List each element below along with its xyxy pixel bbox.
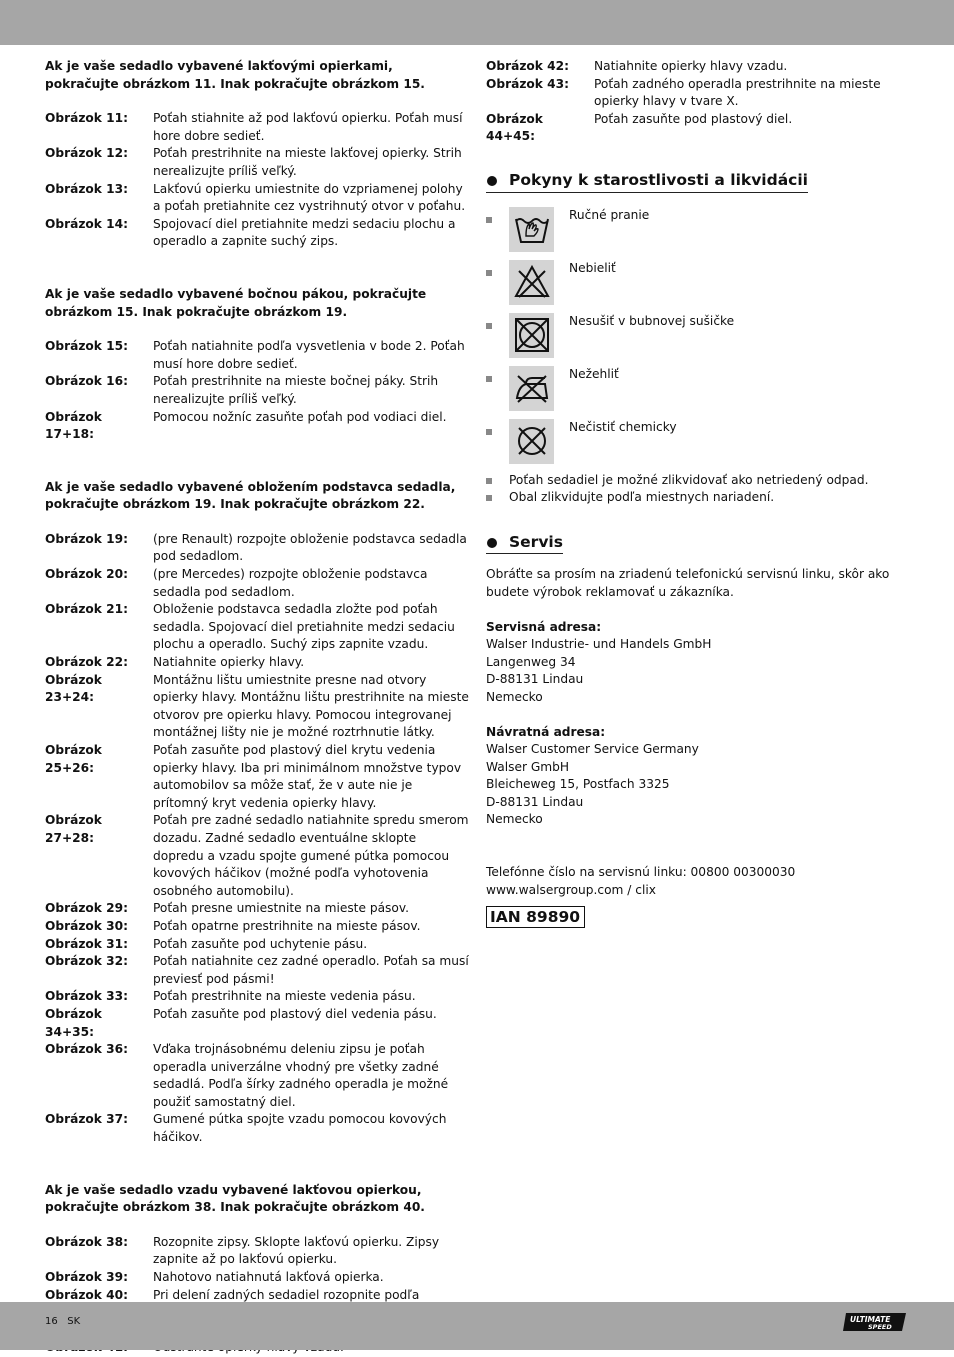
- svg-text:SPEED: SPEED: [868, 1323, 892, 1331]
- address-line: Walser Industrie- und Handels GmbH: [486, 637, 712, 652]
- figure-text: Poťah prestrihnite na mieste vedenia pásu.: [153, 989, 416, 1004]
- figure-label: Obrázok 25+26:: [45, 743, 102, 775]
- figure-step: [45, 672, 470, 742]
- figure-text: Poťah pre zadné sedadlo natiahnite spredu smerom dozadu. Zadné sedadlo eventuálne sklopte dopredu a vzadu spojte gumené pútka pomocou kovových háčikov (možné podľa vyhotovenia osobného automobilu).: [153, 813, 469, 898]
- care-item: [486, 419, 906, 472]
- figure-text: (pre Mercedes) rozpojte obloženie podstavca sedadla pod sedadlom.: [153, 567, 428, 599]
- figure-step: [45, 918, 470, 936]
- service-intro: Obráťte sa prosím na zriadenú telefonickú servisnú linku, skôr ako budete výrobok reklamovať u zákazníka.: [486, 567, 890, 599]
- figure-label: Obrázok 19:: [45, 531, 128, 546]
- figure-text: Poťah zasuňte pod plastový diel krytu vedenia opierky hlavy. Iba pri minimálnom množstve typov automobilov sa môže stať, že v aute nie je prítomný kryt vedenia opierky hlavy.: [153, 743, 462, 810]
- figure-label: Obrázok 40:: [45, 1287, 128, 1302]
- figure-label: Obrázok 13:: [45, 181, 128, 196]
- service-phone: Telefónne číslo na servisnú linku: 00800 00300030: [486, 865, 796, 880]
- disposal-list: [486, 472, 906, 507]
- figure-label: Obrázok 32:: [45, 954, 128, 969]
- figure-step: [45, 1006, 470, 1041]
- square-bullet-icon: [486, 495, 492, 501]
- bottom-bar: [0, 1302, 954, 1350]
- care-heading: [486, 172, 808, 193]
- figure-text: Spojovací diel pretiahnite medzi sedaciu plochu a operadlo a zapnite suchý zips.: [153, 216, 456, 249]
- figure-label: Obrázok 33:: [45, 989, 128, 1004]
- no-bleach-icon: [509, 260, 554, 305]
- figure-label: Obrázok 38:: [45, 1234, 128, 1249]
- service-heading-text: Servis: [509, 532, 563, 551]
- figure-text: Poťah natiahnite podľa vysvetlenia v bode 2. Poťah musí hore dobre sedieť.: [153, 339, 465, 371]
- address-line: Nemecko: [486, 812, 543, 827]
- care-item: [486, 260, 906, 313]
- left-column: [45, 58, 470, 1357]
- address-line: Bleicheweg 15, Postfach 3325: [486, 777, 670, 792]
- figure-text: Montážnu lištu umiestnite presne nad otvory opierky hlavy. Montážnu lištu prestrihnite na mieste otvorov pre opierku hlavy. Pomocou integrovanej montážnej lišty nie je možné roztrhnutie látky.: [153, 672, 469, 740]
- figure-text: Poťah zasuňte pod plastový diel.: [594, 111, 793, 126]
- return-address-label: Návratná adresa:: [486, 724, 606, 739]
- figure-label: Obrázok 20:: [45, 567, 128, 582]
- figure-step: [45, 531, 470, 566]
- section-intro: Ak je vaše sedadlo vybavené lakťovými opierkami, pokračujte obrázkom 11. Inak pokračujte obrázkom 15.: [45, 59, 425, 91]
- figure-text: Poťah zasuňte pod plastový diel vedenia pásu.: [153, 1006, 437, 1021]
- disposal-text: Obal zlikvidujte podľa miestnych nariadení.: [509, 490, 775, 505]
- svg-text:ULTIMATE: ULTIMATE: [850, 1315, 891, 1324]
- top-bar: [0, 0, 954, 45]
- figure-step: [45, 110, 470, 145]
- figure-text: Natiahnite opierky hlavy.: [153, 655, 305, 670]
- address-line: Nemecko: [486, 689, 543, 704]
- figure-label: Obrázok 11:: [45, 111, 128, 126]
- care-item: [486, 313, 906, 366]
- figure-label: Obrázok 34+35:: [45, 1006, 102, 1039]
- figure-text: Rozopnite zipsy. Sklopte lakťovú opierku. Zipsy zapnite až po lakťovú opierku.: [153, 1234, 440, 1267]
- figure-step: [45, 601, 470, 654]
- care-label: Nežehliť: [569, 366, 619, 381]
- figure-text: Poťah natiahnite cez zadné operadlo. Poťah sa musí previesť pod pásmi!: [153, 954, 469, 986]
- right-column: [486, 58, 906, 928]
- figure-list: [45, 338, 470, 444]
- care-item: [486, 366, 906, 419]
- figure-text: Poťah prestrihnite na mieste lakťovej opierky. Strih nerealizujte príliš veľký.: [153, 146, 462, 178]
- figure-step: [45, 812, 470, 900]
- figure-text: Poťah opatrne prestrihnite na mieste pásov.: [153, 918, 421, 933]
- figure-step: [45, 409, 470, 444]
- section-intro: Ak je vaše sedadlo vybavené obložením podstavca sedadla, pokračujte obrázkom 19. Inak pokračujte obrázkom 22.: [45, 479, 456, 512]
- figure-step: [45, 1234, 470, 1269]
- square-bullet-icon: [486, 270, 492, 276]
- no-dry-clean-icon: [509, 419, 554, 464]
- figure-step: [486, 58, 906, 76]
- address-line: Walser Customer Service Germany: [486, 742, 699, 757]
- page-footer: [45, 1316, 80, 1327]
- figure-text: Poťah zadného operadla prestrihnite na mieste opierky hlavy v tvare X.: [594, 76, 881, 109]
- square-bullet-icon: [486, 376, 492, 382]
- no-tumble-dry-icon: [509, 313, 554, 358]
- address-line: Langenweg 34: [486, 654, 576, 669]
- address-line: D-88131 Lindau: [486, 672, 584, 687]
- figure-label: Obrázok 42:: [486, 59, 569, 73]
- service-heading: [486, 534, 563, 555]
- figure-step: [45, 216, 470, 251]
- return-address: [486, 741, 906, 829]
- square-bullet-icon: [486, 217, 492, 223]
- figure-step: [45, 145, 470, 180]
- list-item: [486, 489, 906, 507]
- care-label: Nečistiť chemicky: [569, 419, 677, 434]
- bullet-dot-icon: [487, 176, 497, 186]
- figure-label: Obrázok 16:: [45, 374, 128, 389]
- figure-step: [45, 742, 470, 812]
- figure-step: [486, 76, 906, 111]
- figure-label: Obrázok 12:: [45, 146, 128, 161]
- figure-list: [45, 531, 470, 1147]
- figure-step: [45, 338, 470, 373]
- address-line: D-88131 Lindau: [486, 794, 584, 809]
- figure-step: [45, 953, 470, 988]
- figure-step: [45, 373, 470, 408]
- figure-step: [45, 936, 470, 954]
- figure-text: Poťah presne umiestnite na mieste pásov.: [153, 901, 409, 916]
- section-intro: Ak je vaše sedadlo vybavené bočnou pákou, pokračujte obrázkom 15. Inak pokračujte obrázkom 19.: [45, 286, 427, 319]
- list-item: [486, 472, 906, 490]
- page-number: 16: [45, 1316, 58, 1327]
- figure-text: Lakťovú opierku umiestnite do vzpriamenej polohy a poťah pretiahnite cez vystrihnutý otvor v poťahu.: [153, 181, 466, 214]
- figure-step: [45, 181, 470, 216]
- figure-label: Obrázok 44+45:: [486, 111, 543, 144]
- language-code: SK: [67, 1316, 81, 1327]
- care-label: Ručné pranie: [569, 207, 650, 222]
- figure-label: Obrázok 43:: [486, 76, 569, 91]
- figure-label: Obrázok 17+18:: [45, 409, 102, 442]
- figure-step: [45, 1269, 470, 1287]
- disposal-text: Poťah sedadiel je možné zlikvidovať ako netriedený odpad.: [509, 472, 869, 487]
- figure-list: [486, 58, 906, 146]
- figure-label: Obrázok 30:: [45, 918, 128, 933]
- figure-label: Obrázok 39:: [45, 1270, 128, 1285]
- hand-wash-icon: [509, 207, 554, 252]
- figure-label: Obrázok 37:: [45, 1112, 128, 1127]
- figure-text: Nahotovo natiahnutá lakťová opierka.: [153, 1270, 384, 1285]
- ultimate-speed-logo: [842, 1311, 908, 1333]
- figure-label: Obrázok 14:: [45, 216, 128, 231]
- care-symbols: [486, 207, 906, 472]
- figure-step: [486, 111, 906, 146]
- figure-label: Obrázok 31:: [45, 936, 128, 951]
- figure-label: Obrázok 36:: [45, 1042, 128, 1057]
- figure-text: Poťah prestrihnite na mieste bočnej páky. Strih nerealizujte príliš veľký.: [153, 374, 439, 406]
- service-web-link[interactable]: www.walsergroup.com / clix: [486, 882, 656, 897]
- figure-label: Obrázok 27+28:: [45, 813, 102, 845]
- figure-text: Pri delení zadných sedadiel rozopnite podľa: [153, 1287, 420, 1302]
- ian-box: IAN 89890: [486, 906, 585, 928]
- care-heading-text: Pokyny k starostlivosti a likvidácii: [509, 170, 808, 189]
- figure-text: Poťah zasuňte pod uchytenie pásu.: [153, 936, 368, 951]
- figure-step: [45, 1041, 470, 1111]
- address-line: Walser GmbH: [486, 759, 570, 774]
- section-intro: Ak je vaše sedadlo vzadu vybavené lakťovou opierkou, pokračujte obrázkom 38. Inak pokračujte obrázkom 40.: [45, 1182, 425, 1215]
- care-label: Nebieliť: [569, 260, 616, 275]
- figure-label: Obrázok 23+24:: [45, 672, 102, 705]
- square-bullet-icon: [486, 429, 492, 435]
- figure-label: Obrázok 29:: [45, 901, 128, 916]
- square-bullet-icon: [486, 323, 492, 329]
- figure-text: Pomocou nožníc zasuňte poťah pod vodiaci diel.: [153, 409, 447, 424]
- figure-step: [45, 654, 470, 672]
- figure-step: [45, 1111, 470, 1146]
- square-bullet-icon: [486, 478, 492, 484]
- figure-step: [45, 566, 470, 601]
- care-label: Nesušiť v bubnovej sušičke: [569, 313, 735, 328]
- figure-text: Natiahnite opierky hlavy vzadu.: [594, 59, 788, 73]
- figure-label: Obrázok 22:: [45, 655, 128, 670]
- no-iron-icon: [509, 366, 554, 411]
- figure-label: Obrázok 15:: [45, 339, 128, 354]
- figure-step: [45, 988, 470, 1006]
- figure-text: Obloženie podstavca sedadla zložte pod poťah sedadla. Spojovací diel pretiahnite medzi sedaciu plochu a operadlo. Suchý zips zapnite vzadu.: [153, 602, 455, 652]
- figure-text: Vďaka trojnásobnému deleniu zipsu je poťah operadla univerzálne vhodný pre všetky zadné sedadlá. Podľa šírky zadného operadla je možné použiť samostatný diel.: [153, 1042, 449, 1109]
- figure-text: Poťah stiahnite až pod lakťovú opierku. Poťah musí hore dobre sedieť.: [153, 111, 463, 143]
- care-item: [486, 207, 906, 260]
- figure-label: Obrázok 21:: [45, 602, 128, 617]
- figure-text: (pre Renault) rozpojte obloženie podstavca sedadla pod sedadlom.: [153, 531, 467, 564]
- service-address: [486, 636, 906, 706]
- figure-text: Gumené pútka spojte vzadu pomocou kovových háčikov.: [153, 1112, 447, 1145]
- figure-step: [45, 900, 470, 918]
- figure-list: [45, 110, 470, 251]
- bullet-dot-icon: [487, 538, 497, 548]
- service-address-label: Servisná adresa:: [486, 619, 602, 634]
